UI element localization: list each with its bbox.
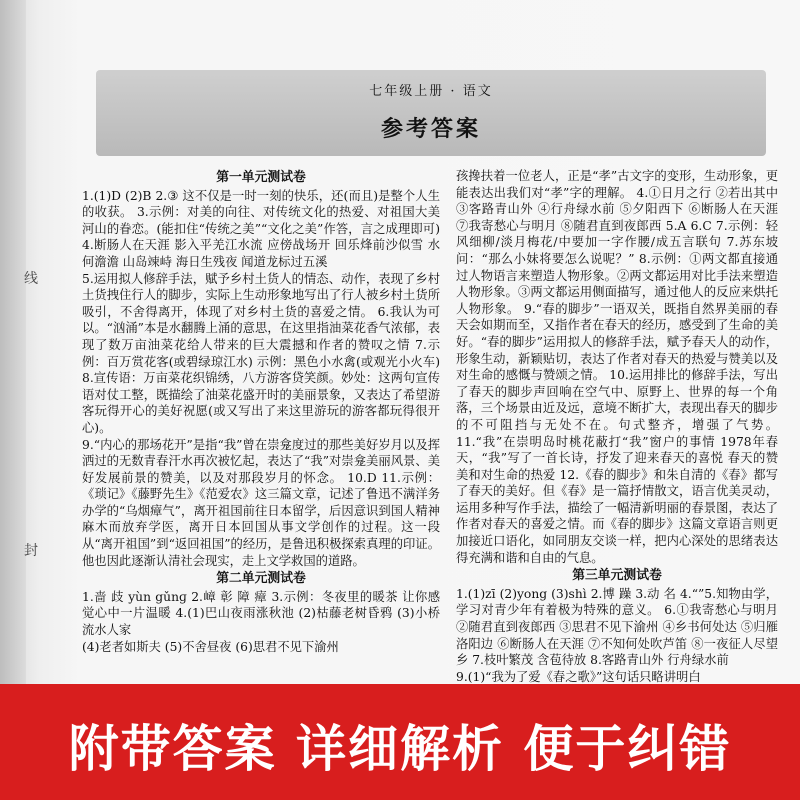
answer-paragraph: 9.(1)“我为了爱《春之歌》”这句话只略讲明白	[456, 669, 701, 684]
answer-paragraph: 孩搀扶着一位老人，正是“孝”古文字的变形，生动形象，更能表达出我们对“孝”字的理解。 4.①日月之行 ②若出其中 ③客路青山外 ④行舟绿水前 ⑤夕阳西下 ⑥断肠人在天涯 ⑦我寄愁心与明月 ⑧随君直到夜郎西 5.A 6.C 7.示例：轻风细柳/淡月梅花/中要加一字作腰/成五言联句 7.苏东坡问：“那么小妹将要怎么说呢？” 8.示例：①两文都直接通过人物语言来塑造人物形象。②两文都运用对比手法来塑造人物形象。③两文都运用侧面描写，通过他人的反应来烘托人物形象。 9.“春的脚步”一语双关，既指自然界美丽的春天会如期而至，又指作者在春天的经历，感受到了生命的美好。“春的脚步”运用拟人的修辞手法，赋予春天人的动作，形象生动，新颖贴切，表达了作者对春天的热爱与赞美以及对生命的感慨与赞颂之情。 10.运用排比的修辞手法，写出了春天的脚步声回响在空气中、原野上、世界的每一个角落，三个场景由近及远，意境不断扩大，表现出春天的脚步的不可阻挡与无处不在。句式整齐，增强了气势。 11.“我”在崇明岛时桃花蔽打“我”窗户的事情 1978年春天，“我”写了一首长诗，抒发了迎来春天的喜悦 春天的赞美和对生命的热爱 12.《春的脚步》和朱自清的《春》都写了春天的美好。但《春》是一篇抒情散文，语言优美灵动，运用多种写作手法，描绘了一幅清新明丽的春景图，表达了作者对春天的喜爱之情。而《春的脚步》这篇文章语言则更加接近口语化，如同朋友交谈一样，把内心深处的思绪表达得充满和谐和自由的气息。	[456, 169, 778, 565]
margin-mark-seal: 封	[24, 543, 38, 559]
answer-paragraph: 1.啬 歧 yùn gǔnɡ 2.嶂 彰 障 瘴 3.示例：冬夜里的暖茶 让你感觉心中一片温暖 4.(1)巴山夜雨涨秋池 (2)枯藤老树昏鸦 (3)小桥流水人家	[82, 589, 440, 638]
section-title: 第一单元测试卷	[216, 170, 306, 185]
header-banner	[96, 70, 766, 156]
page-title: 参考答案	[380, 116, 481, 142]
answer-paragraph: 1.(1)D (2)B 2.③ 这不仅是一时一刻的快乐，还(而且)是整个人生的收获。 3.示例：对美的向往、对传统文化的热爱、对祖国大美河山的眷恋。(能扣住“传统之美”“文化之美”作答，言之成理即可) 4.断肠人在天涯 影入平羌江水流 应傍战场开 回乐烽前沙似雪 水何澹澹 山岛竦峙 海日生残夜 闻道龙标过五溪	[82, 188, 440, 269]
answer-paragraph: (4)老者如斯夫 (5)不舍昼夜 (6)思君不见下渝州	[82, 639, 339, 654]
answer-paragraph: 9.“内心的那场花开”是指“我”曾在崇龛度过的那些美好岁月以及挥洒过的无数青春汗水再次被忆起，表达了“我”对崇龛美丽风景、美好发展前景的赞美，以及对那段岁月的怀念。 10.D 11.示例：《琐记》《藤野先生》《范爱农》这三篇文章，记述了鲁迅不满洋务办学的“乌烟瘴气”，离开祖国前往日本留学，后因意识到国人精神麻木而放弃学医，离开日本回国从事文学创作的过程。这一段从“离开祖国”到“返回祖国”的经历，是鲁迅积极探索真理的印证。他也因此逐渐认清社会现实，走上文学救国的道路。	[82, 437, 440, 568]
margin-mark-line: 线	[24, 271, 38, 287]
left-answer-column	[82, 168, 440, 655]
promo-banner	[0, 690, 800, 800]
promo-banner-text: 附带答案 详细解析 便于纠错	[68, 720, 732, 778]
book-spine-shadow	[0, 0, 26, 690]
section-title: 第二单元测试卷	[216, 571, 306, 587]
answer-paragraph: 5.运用拟人修辞手法，赋予乡村土货人的情态、动作，表现了乡村土货拽住行人的脚步，实际上生动形象地写出了行人被乡村土货所吸引，不舍得离开，体现了对乡村土货的喜爱之情。 6.我认为可以。“汹涌”本是水翻腾上涌的意思，在这里指油菜花香气浓郁，表现了数万亩油菜花给人带来的巨大震撼和作者的赞叹之情 7.示例：百万赏花客(或碧绿琼江水) 示例：黑色小水禽(或观光小火车) 8.宣传语：万亩菜花织锦绣，八方游客贷笑颜。妙处：这两句宣传语对仗工整，既描绘了油菜花盛开时的美丽景象，又表达了希望游客玩得开心的美好祝愿(或又写出了来这里游玩的游客都玩得很开心)。	[82, 271, 440, 435]
grade-subject-label: 七年级上册 · 语文	[369, 84, 493, 99]
answer-paragraph: 1.(1)zī (2)yong (3)shì 2.博 躁 3.动 名 4.“”5.知物由学，学习对青少年有着极为特殊的意义。 6.①我寄愁心与明月 ②随君直到夜郎西 ③思君不见下渝州 ④乡书何处达 ⑤归雁洛阳边 ⑥断肠人在天涯 ⑦不知何处吹芦笛 ⑧一夜征人尽望乡 7.枝叶繁茂 含苞待放 8.客路青山外 行舟绿水前	[456, 586, 778, 668]
right-answer-column	[456, 168, 778, 685]
section-title: 第三单元测试卷	[572, 568, 662, 584]
